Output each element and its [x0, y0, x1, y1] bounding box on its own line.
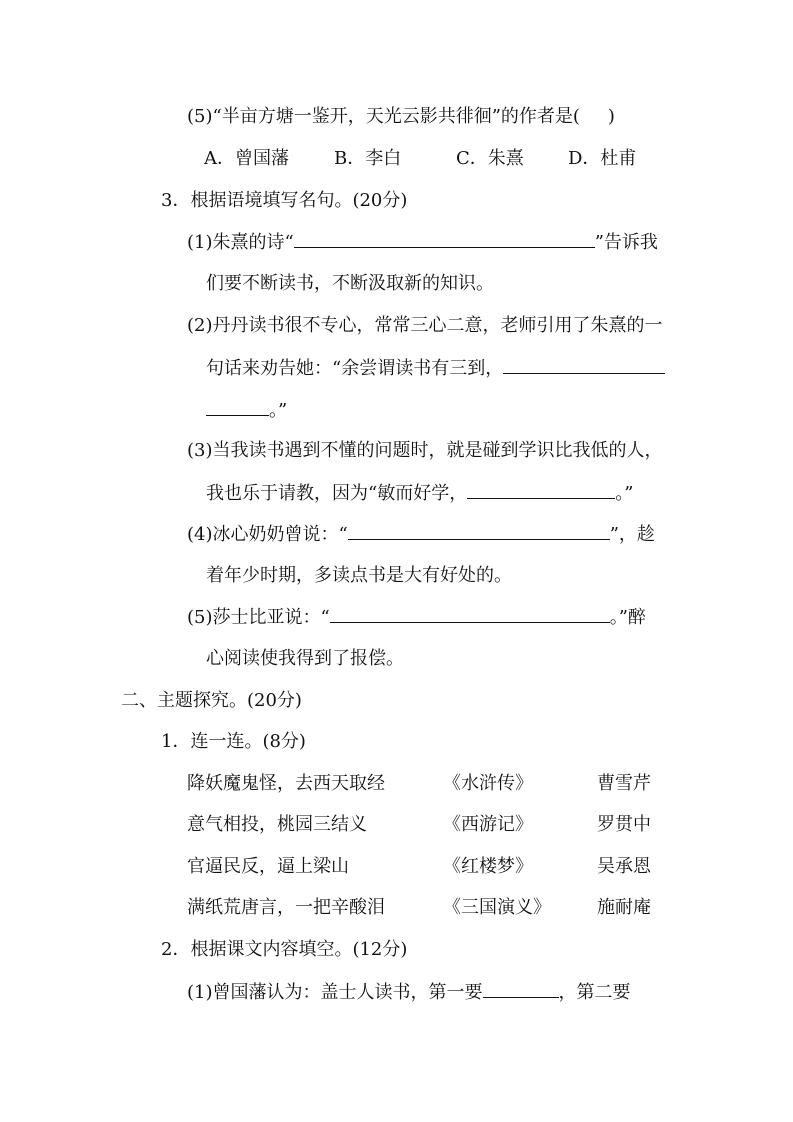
q3-item2-blank-a[interactable] — [503, 357, 665, 374]
match-left-item[interactable]: 意气相投，桃园三结义 — [187, 814, 367, 835]
match-right-item[interactable]: 罗贯中 — [597, 814, 651, 835]
q3-item4-line1 — [187, 523, 655, 546]
match-middle-item[interactable]: 《水浒传》 — [443, 773, 533, 794]
q3-item2-line2 — [206, 357, 665, 380]
q3-item2-prefix: 句话来劝告她：“余尝谓读书有三到， — [206, 358, 504, 379]
q5-stem — [187, 106, 615, 128]
match-left-item[interactable]: 满纸荒唐言，一把辛酸泪 — [187, 897, 385, 918]
q3-item4-line2: 着年少时期，多读点书是大有好处的。 — [206, 565, 512, 586]
q3-item2-suffix: 。” — [269, 400, 288, 421]
q3-item1-prefix: (1)朱熹的诗“ — [187, 232, 294, 253]
q3-item2-line1: (2)丹丹读书很不专心，常常三心二意，老师引用了朱熹的一 — [187, 315, 663, 336]
part2-q1-title: 1．连一连。(8分) — [161, 731, 306, 752]
part2-q2-item1 — [187, 981, 631, 1004]
part2-title: 二、主题探究。(20分) — [121, 690, 302, 711]
q3-item1-suffix: ”告诉我 — [594, 232, 658, 253]
q3-item3-prefix: 我也乐于请教，因为“敏而好学， — [206, 483, 468, 504]
q3-item1-line1 — [187, 231, 658, 254]
match-left-item[interactable]: 降妖魔鬼怪，去西天取经 — [187, 773, 385, 794]
q3-item4-suffix: ”，趁 — [609, 524, 655, 545]
q5-stem-close: ) — [607, 106, 615, 127]
match-right-item[interactable]: 施耐庵 — [597, 897, 651, 918]
q5-option-b[interactable]: B．李白 — [334, 148, 402, 169]
q3-item3-suffix: 。” — [615, 483, 634, 504]
part2-q2-item1-prefix: (1)曾国藩认为：盖士人读书，第一要 — [187, 982, 483, 1003]
q3-item4-blank[interactable] — [348, 523, 610, 540]
match-right-item[interactable]: 曹雪芹 — [597, 773, 651, 794]
q3-item3-blank[interactable] — [467, 482, 615, 499]
q5-stem-text: (5)“半亩方塘一鉴开，天光云影共徘徊”的作者是( — [187, 106, 580, 127]
match-middle-item[interactable]: 《三国演义》 — [443, 897, 551, 918]
q3-item2-blank-b[interactable] — [206, 399, 269, 416]
q5-option-a[interactable]: A．曾国藩 — [204, 148, 289, 169]
q3-item1-blank[interactable] — [294, 231, 595, 248]
q3-item2-line3 — [206, 399, 287, 422]
q5-option-d[interactable]: D．杜甫 — [568, 148, 637, 169]
q3-title: 3．根据语境填写名句。(20分) — [161, 190, 408, 211]
q3-item5-suffix: 。”醉 — [609, 607, 646, 628]
part2-q2-title: 2．根据课文内容填空。(12分) — [161, 939, 408, 960]
part2-q2-item1-suffix: ，第二要 — [558, 982, 631, 1003]
q3-item5-blank[interactable] — [330, 606, 610, 623]
q3-item5-line1 — [187, 606, 646, 629]
q3-item3-line2 — [206, 482, 633, 505]
match-left-item[interactable]: 官逼民反，逼上梁山 — [187, 856, 349, 877]
q3-item3-line1: (3)当我读书遇到不懂的问题时，就是碰到学识比我低的人， — [187, 440, 663, 461]
q3-item1-line2: 们要不断读书，不断汲取新的知识。 — [206, 273, 494, 294]
q3-item5-line2: 心阅读使我得到了报偿。 — [206, 648, 404, 669]
q3-item5-prefix: (5)莎士比亚说：“ — [187, 607, 330, 628]
match-right-item[interactable]: 吴承恩 — [597, 856, 651, 877]
q3-item4-prefix: (4)冰心奶奶曾说：“ — [187, 524, 348, 545]
part2-q2-item1-blank[interactable] — [483, 981, 559, 998]
match-middle-item[interactable]: 《红楼梦》 — [443, 856, 533, 877]
match-middle-item[interactable]: 《西游记》 — [443, 814, 533, 835]
q5-option-c[interactable]: C．朱熹 — [456, 148, 524, 169]
